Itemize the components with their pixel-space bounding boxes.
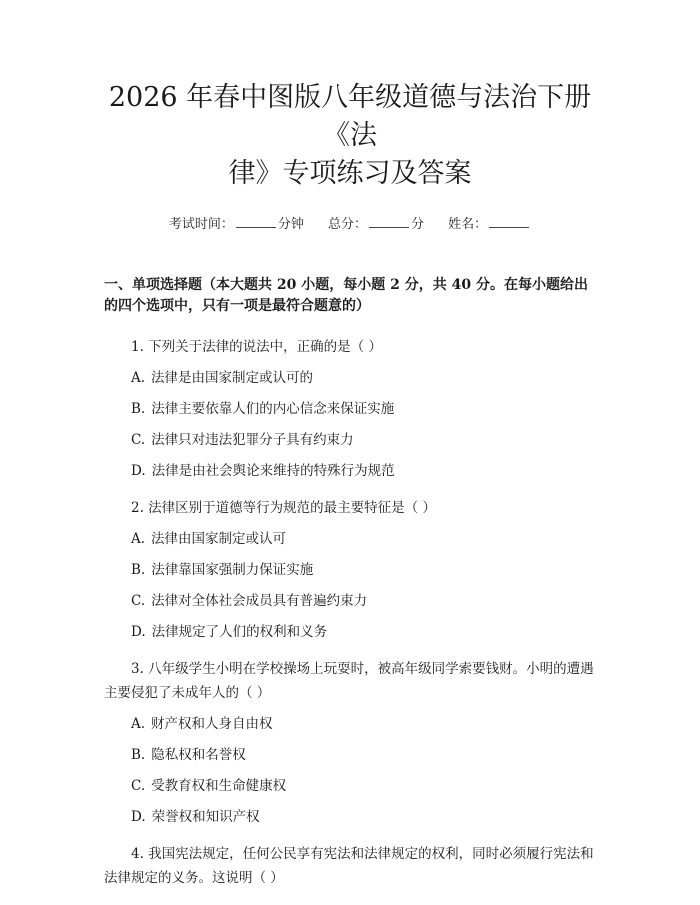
question-3-option-d: [104, 805, 596, 829]
question-1-option-a: [104, 366, 596, 390]
student-name: [448, 215, 531, 234]
section-heading: 一、单项选择题（本大题共 20 小题，每小题 2 分，共 40 分。在每小题给出的四个选项中，只有一项是最符合题意的）: [104, 277, 588, 314]
option-text: 荣誉权和知识产权: [151, 809, 260, 825]
question-3-option-c: [104, 774, 596, 798]
question-2-option-a: [104, 527, 596, 551]
option-letter: A.: [131, 531, 146, 547]
question-2: 2. 法律区别于道德等行为规范的最主要特征是（ ）: [131, 500, 436, 516]
title-line-2: 律》专项练习及答案: [228, 158, 472, 189]
option-letter: B.: [131, 562, 146, 578]
exam-time-unit: 分钟: [277, 217, 304, 232]
option-text: 法律规定了人们的权利和义务: [151, 624, 328, 640]
option-letter: B.: [131, 747, 146, 763]
question-2-option-b: [104, 558, 596, 582]
option-text: 法律主要依靠人们的内心信念来保证实施: [151, 401, 395, 417]
option-letter: C.: [131, 593, 146, 609]
question-2-option-c: [104, 589, 596, 613]
exam-time-blank: [236, 215, 276, 228]
option-text: 法律是由国家制定或认可的: [151, 370, 314, 386]
option-letter: D.: [131, 624, 146, 640]
exam-info: [104, 215, 596, 234]
document-title: [104, 0, 596, 193]
exam-time: [169, 215, 304, 234]
option-text: 法律由国家制定或认可: [151, 531, 287, 547]
exam-score-unit: 分: [411, 217, 425, 232]
question-1-option-b: [104, 397, 596, 421]
question-3-option-b: [104, 743, 596, 767]
title-line-1: 2026 年春中图版八年级道德与法治下册《法: [108, 82, 592, 151]
option-letter: D.: [131, 809, 146, 825]
question-1-option-d: [104, 459, 596, 483]
question-3: 3. 八年级学生小明在学校操场上玩耍时，被高年级同学索要钱财。小明的遭遇主要侵犯了未成年人的（ ）: [104, 661, 594, 701]
option-letter: B.: [131, 401, 146, 417]
question-3-option-a: [104, 712, 596, 736]
exam-score-blank: [369, 215, 409, 228]
exam-score: [328, 215, 424, 234]
exam-score-label: 总分：: [327, 217, 367, 232]
option-text: 受教育权和生命健康权: [151, 778, 287, 794]
option-letter: A.: [131, 370, 146, 386]
option-text: 法律靠国家强制力保证实施: [151, 562, 314, 578]
student-name-label: 姓名：: [448, 217, 488, 232]
option-text: 法律只对违法犯罪分子具有约束力: [151, 432, 354, 448]
option-text: 隐私权和名誉权: [151, 747, 246, 763]
question-1: 1. 下列关于法律的说法中，正确的是（ ）: [131, 339, 382, 355]
exam-time-label: 考试时间：: [168, 217, 234, 232]
question-4: 4. 我国宪法规定，任何公民享有宪法和法律规定的权利，同时必须履行宪法和法律规定的义务。这说明（ ）: [104, 846, 594, 886]
option-letter: C.: [131, 432, 146, 448]
question-1-option-c: [104, 428, 596, 452]
option-text: 法律对全体社会成员具有普遍约束力: [151, 593, 368, 609]
student-name-blank: [489, 215, 529, 228]
question-2-option-d: [104, 620, 596, 644]
option-letter: D.: [131, 463, 146, 479]
option-letter: A.: [131, 716, 146, 732]
option-text: 财产权和人身自由权: [151, 716, 273, 732]
option-text: 法律是由社会舆论来维持的特殊行为规范: [151, 463, 395, 479]
option-letter: C.: [131, 778, 146, 794]
